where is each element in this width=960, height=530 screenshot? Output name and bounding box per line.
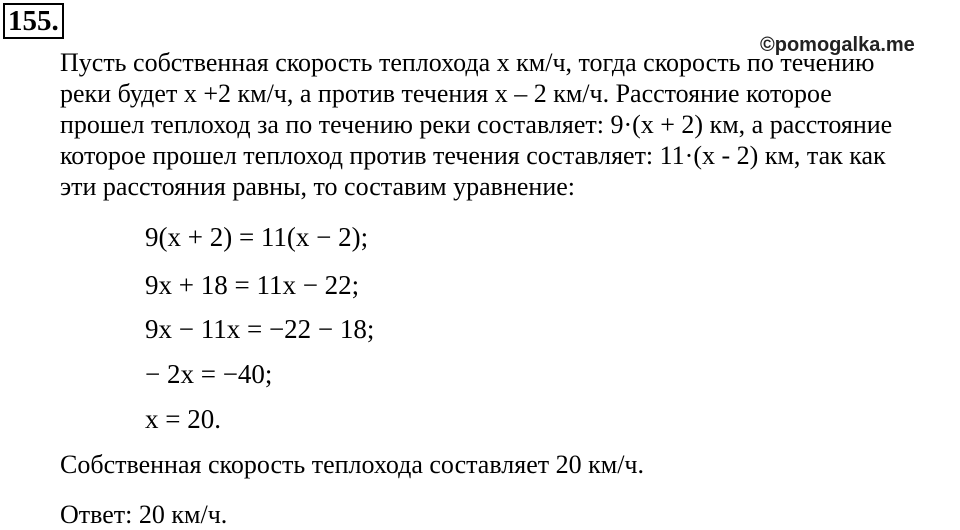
- paragraph-line: которое прошел теплоход против течения составляет: 11·(x - 2) км, так как: [60, 141, 886, 170]
- equation: − 2x = −40;: [145, 359, 273, 389]
- solution-paragraph: [60, 47, 960, 202]
- equation: 9(x + 2) = 11(x − 2);: [145, 222, 369, 252]
- equation: x = 20.: [145, 404, 221, 434]
- equation: 9x − 11x = −22 − 18;: [145, 314, 375, 344]
- paragraph-line: прошел теплоход за по течению реки составляет: 9·(x + 2) км, а расстояние: [60, 110, 893, 139]
- paragraph-line: эти расстояния равны, то составим уравнение:: [60, 172, 575, 201]
- conclusion-text: Собственная скорость теплохода составляет 20 км/ч.: [60, 450, 644, 479]
- paragraph-line: Пусть собственная скорость теплохода x км/ч, тогда скорость по течению: [60, 48, 875, 77]
- answer-text: Ответ: 20 км/ч.: [60, 500, 228, 529]
- watermark: ©pomogalka.me: [760, 34, 915, 56]
- paragraph-line: реки будет x +2 км/ч, а против течения x – 2 км/ч. Расстояние которое: [60, 79, 832, 108]
- equation: 9x + 18 = 11x − 22;: [145, 270, 360, 300]
- task-number: 155.: [3, 3, 64, 39]
